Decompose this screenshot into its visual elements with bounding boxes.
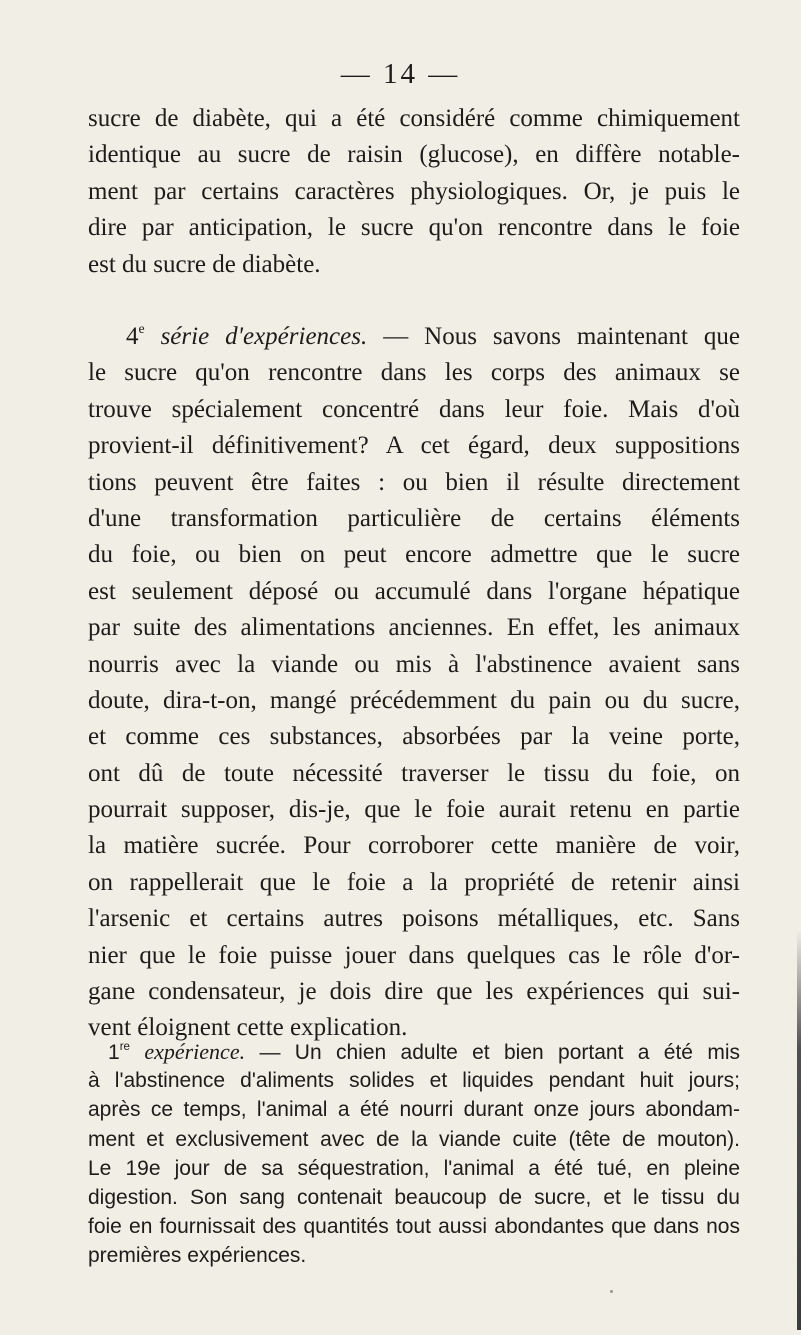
text-line: est du sucre de diabète. — [88, 250, 321, 278]
text-line: la matière sucrée. Pour corroborer cette manière de voir, — [88, 832, 740, 860]
text-line: ment par certains caractères physiologiques. Or, je puis le — [88, 177, 740, 205]
section-heading-title: série d'expériences. — [160, 323, 368, 350]
experiment-heading-title: expérience. — [144, 1039, 246, 1064]
text-line: après ce temps, l'animal a été nourri durant onze jours abondam- — [88, 1098, 740, 1122]
paragraph-sugar-diabetes — [88, 101, 740, 283]
section-heading-line — [88, 319, 740, 355]
page-edge-shadow — [797, 930, 801, 1330]
text-line: identique au sucre de raisin (glucose), en diffère notable- — [88, 141, 740, 169]
paragraph-first-experiment — [88, 1037, 740, 1271]
text-line: ont dû de toute nécessité traverser le tissu du foie, on — [88, 759, 740, 787]
text-line: provient-il définitivement? A cet égard, deux suppositions — [88, 432, 740, 460]
text-line: nourris avec la viande ou mis à l'abstinence avaient sans — [88, 650, 740, 678]
text-line: ment et exclusivement avec de la viande cuite (tête de mouton). — [88, 1127, 740, 1151]
text-line: à l'abstinence d'aliments solides et liquides pendant huit jours; — [88, 1069, 740, 1093]
text-line: et comme ces substances, absorbées par la veine porte, — [88, 723, 740, 751]
heading-line-text: — Un chien adulte et bien portant a été mis — [259, 1041, 740, 1064]
text-line: vent éloignent cette explication. — [88, 1014, 408, 1042]
series-ordinal: e — [138, 321, 145, 336]
paragraph-fourth-series — [88, 319, 740, 1047]
experiment-heading-line — [88, 1037, 740, 1066]
text-line: doute, dira-t-on, mangé précédemment du pain ou du sucre, — [88, 686, 740, 714]
text-line: par suite des alimentations anciennes. En effet, les animaux — [88, 614, 740, 642]
text-line: trouve spécialement concentré dans leur foie. Mais d'où — [88, 395, 740, 423]
text-line: on rappellerait que le foie a la propriété de retenir ainsi — [88, 868, 740, 896]
text-line: pourrait supposer, dis-je, que le foie aurait retenu en partie — [88, 796, 740, 824]
page-number: — 14 — — [340, 58, 461, 90]
paper-speck — [610, 1290, 613, 1293]
experiment-ordinal: re — [119, 1040, 130, 1053]
text-line: digestion. Son sang contenait beaucoup de sucre, et le tissu du — [88, 1185, 740, 1209]
experiment-number: 1 — [108, 1041, 120, 1064]
text-line: l'arsenic et certains autres poisons métalliques, etc. Sans — [88, 905, 740, 933]
text-line: est seulement déposé ou accumulé dans l'organe hépatique — [88, 577, 740, 605]
text-line: le sucre qu'on rencontre dans les corps des animaux se — [88, 359, 740, 387]
text-line: tions peuvent être faites : ou bien il résulte directement — [88, 468, 740, 496]
text-line: Le 19e jour de sa séquestration, l'animal a été tué, en pleine — [88, 1156, 740, 1180]
text-line: sucre de diabète, qui a été considéré comme chimiquement — [88, 105, 740, 132]
text-line: foie en fournissait des quantités tout aussi abondantes que dans nos — [88, 1215, 740, 1239]
text-line: d'une transformation particulière de certains éléments — [88, 504, 740, 532]
text-line: nier que le foie puisse jouer dans quelques cas le rôle d'or- — [88, 941, 740, 969]
series-number: 4 — [126, 323, 139, 350]
text-line: premières expériences. — [88, 1244, 307, 1268]
text-line: gane condensateur, je dois dire que les expériences qui sui- — [88, 978, 740, 1006]
text-line: dire par anticipation, le sucre qu'on rencontre dans le foie — [88, 214, 740, 242]
text-line: du foie, ou bien on peut encore admettre que le sucre — [88, 541, 740, 569]
heading-line-text: — Nous savons maintenant que — [383, 323, 741, 350]
